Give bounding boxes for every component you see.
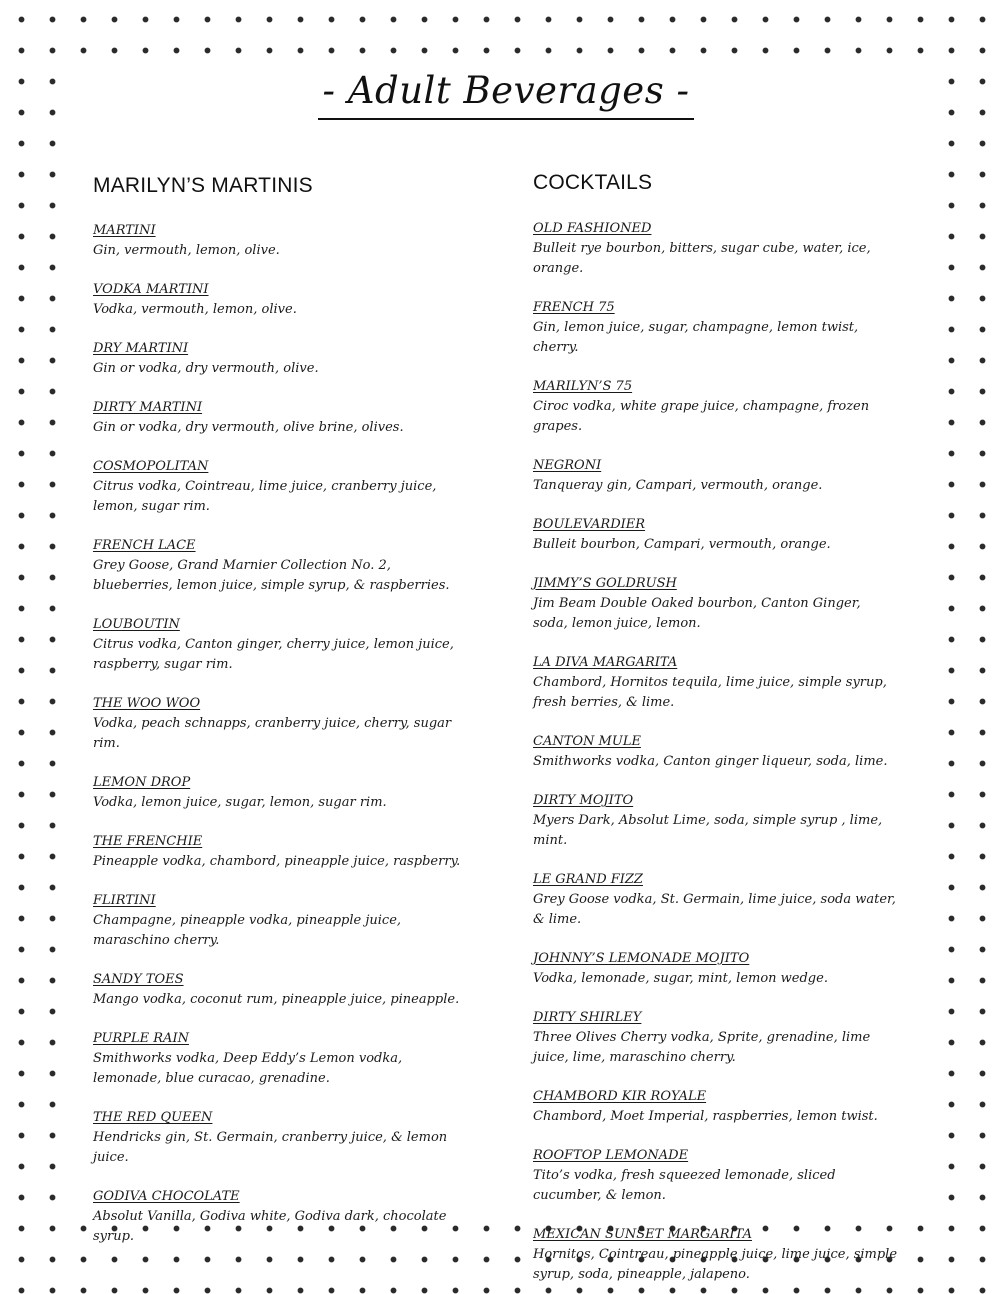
menu-item xyxy=(533,574,898,634)
menu-item-description: Hornitos, Cointreau, pineapple juice, lime juice, simple syrup, soda, pineapple, jalapeno. xyxy=(533,1247,898,1282)
menu-item xyxy=(533,377,898,437)
menu-item-name: LOUBOUTIN xyxy=(93,617,180,632)
menu-item-description: Mango vodka, coconut rum, pineapple juice, pineapple. xyxy=(93,992,460,1007)
section-heading-cocktails: COCKTAILS xyxy=(533,171,653,194)
menu-item xyxy=(533,949,898,989)
menu-item-description: Champagne, pineapple vodka, pineapple juice, maraschino cherry. xyxy=(93,913,402,948)
menu-item-description: Gin or vodka, dry vermouth, olive. xyxy=(93,361,319,376)
menu-item-name: PURPLE RAIN xyxy=(93,1031,189,1046)
title-block xyxy=(318,66,694,120)
menu-item-name: NEGRONI xyxy=(533,458,602,473)
menu-item-name: OLD FASHIONED xyxy=(533,221,652,236)
section-heading-martinis: MARILYN’S MARTINIS xyxy=(93,174,313,197)
menu-item xyxy=(93,1108,473,1168)
menu-item xyxy=(93,280,473,320)
menu-item-name: CHAMBORD KIR ROYALE xyxy=(533,1089,707,1104)
menu-item xyxy=(533,1008,898,1068)
menu-item-description: Vodka, lemonade, sugar, mint, lemon wedge. xyxy=(533,971,828,986)
menu-item xyxy=(93,221,473,261)
menu-item-name: ROOFTOP LEMONADE xyxy=(533,1148,689,1163)
cocktails-list xyxy=(533,219,898,1294)
menu-item-name: FRENCH LACE xyxy=(93,538,196,553)
menu-item xyxy=(93,536,473,596)
menu-item-name: THE FRENCHIE xyxy=(93,834,203,849)
menu-item-description: Gin, lemon juice, sugar, champagne, lemon twist, cherry. xyxy=(533,320,859,355)
page-title: - Adult Beverages - xyxy=(322,69,690,112)
menu-item xyxy=(533,653,898,713)
menu-item xyxy=(533,456,898,496)
menu-item-description: Jim Beam Double Oaked bourbon, Canton Ginger, soda, lemon juice, lemon. xyxy=(533,596,861,631)
menu-item xyxy=(533,1087,898,1127)
menu-item-description: Ciroc vodka, white grape juice, champagne, frozen grapes. xyxy=(533,399,870,434)
menu-item-description: Grey Goose, Grand Marnier Collection No. 2, blueberries, lemon juice, simple syrup, & raspberries. xyxy=(93,558,450,593)
menu-item xyxy=(533,732,898,772)
menu-item-name: DRY MARTINI xyxy=(93,341,189,356)
menu-item xyxy=(93,339,473,379)
menu-item-description: Grey Goose vodka, St. Germain, lime juice, soda water, & lime. xyxy=(533,892,896,927)
menu-item-description: Pineapple vodka, chambord, pineapple juice, raspberry. xyxy=(93,854,461,869)
menu-item-name: LA DIVA MARGARITA xyxy=(533,655,678,670)
menu-item-name: VODKA MARTINI xyxy=(93,282,209,297)
menu-item-name: DIRTY SHIRLEY xyxy=(533,1010,642,1025)
menu-item xyxy=(93,457,473,517)
menu-item xyxy=(533,219,898,279)
menu-item xyxy=(533,1225,898,1285)
menu-item xyxy=(533,791,898,851)
menu-item xyxy=(93,832,473,872)
menu-item-description: Chambord, Hornitos tequila, lime juice, simple syrup, fresh berries, & lime. xyxy=(533,675,887,710)
menu-item-name: FLIRTINI xyxy=(93,893,156,908)
menu-item xyxy=(533,1146,898,1206)
menu-item-name: LEMON DROP xyxy=(93,775,191,790)
menu-item-name: LE GRAND FIZZ xyxy=(533,872,643,887)
menu-item-description: Absolut Vanilla, Godiva white, Godiva dark, chocolate syrup. xyxy=(93,1209,447,1244)
menu-item-name: FRENCH 75 xyxy=(533,300,615,315)
martinis-list xyxy=(93,221,473,1266)
menu-item-name: DIRTY MOJITO xyxy=(533,793,634,808)
menu-item xyxy=(93,891,473,951)
menu-item-description: Citrus vodka, Cointreau, lime juice, cranberry juice, lemon, sugar rim. xyxy=(93,479,437,514)
menu-item-description: Tito’s vodka, fresh squeezed lemonade, sliced cucumber, & lemon. xyxy=(533,1168,836,1203)
menu-item-description: Smithworks vodka, Deep Eddy’s Lemon vodka, lemonade, blue curacao, grenadine. xyxy=(93,1051,403,1086)
menu-item xyxy=(533,515,898,555)
menu-item-name: MEXICAN SUNSET MARGARITA xyxy=(533,1227,753,1242)
menu-item-description: Gin or vodka, dry vermouth, olive brine, olives. xyxy=(93,420,404,435)
menu-item-description: Citrus vodka, Canton ginger, cherry juice, lemon juice, raspberry, sugar rim. xyxy=(93,637,454,672)
menu-item xyxy=(93,398,473,438)
menu-item-description: Tanqueray gin, Campari, vermouth, orange. xyxy=(533,478,823,493)
menu-item-description: Myers Dark, Absolut Lime, soda, simple syrup , lime, mint. xyxy=(533,813,883,848)
menu-item-description: Bulleit rye bourbon, bitters, sugar cube, water, ice, orange. xyxy=(533,241,871,276)
menu-item xyxy=(533,870,898,930)
menu-item-name: GODIVA CHOCOLATE xyxy=(93,1189,240,1204)
menu-item xyxy=(93,694,473,754)
menu-item-description: Three Olives Cherry vodka, Sprite, grenadine, lime juice, lime, maraschino cherry. xyxy=(533,1030,871,1065)
title-underline xyxy=(318,118,694,120)
menu-item-name: CANTON MULE xyxy=(533,734,641,749)
menu-item xyxy=(533,298,898,358)
menu-item-name: SANDY TOES xyxy=(93,972,184,987)
menu-item-name: JOHNNY’S LEMONADE MOJITO xyxy=(533,951,750,966)
menu-item xyxy=(93,615,473,675)
menu-item-description: Gin, vermouth, lemon, olive. xyxy=(93,243,280,258)
menu-item-description: Vodka, peach schnapps, cranberry juice, cherry, sugar rim. xyxy=(93,716,452,751)
menu-item xyxy=(93,970,473,1010)
menu-item-name: COSMOPOLITAN xyxy=(93,459,209,474)
menu-item-name: THE RED QUEEN xyxy=(93,1110,213,1125)
menu-item-description: Hendricks gin, St. Germain, cranberry juice, & lemon juice. xyxy=(93,1130,448,1165)
menu-item-name: THE WOO WOO xyxy=(93,696,201,711)
menu-item xyxy=(93,773,473,813)
menu-item xyxy=(93,1029,473,1089)
menu-item-description: Smithworks vodka, Canton ginger liqueur, soda, lime. xyxy=(533,754,888,769)
menu-item-description: Chambord, Moet Imperial, raspberries, lemon twist. xyxy=(533,1109,878,1124)
menu-item-description: Vodka, vermouth, lemon, olive. xyxy=(93,302,297,317)
menu-item-name: BOULEVARDIER xyxy=(533,517,646,532)
menu-item-description: Bulleit bourbon, Campari, vermouth, orange. xyxy=(533,537,831,552)
menu-item xyxy=(93,1187,473,1247)
menu-item-description: Vodka, lemon juice, sugar, lemon, sugar rim. xyxy=(93,795,387,810)
menu-item-name: MARILYN’S 75 xyxy=(533,379,633,394)
menu-item-name: DIRTY MARTINI xyxy=(93,400,203,415)
menu-item-name: MARTINI xyxy=(93,223,156,238)
menu-item-name: JIMMY’S GOLDRUSH xyxy=(533,576,677,591)
